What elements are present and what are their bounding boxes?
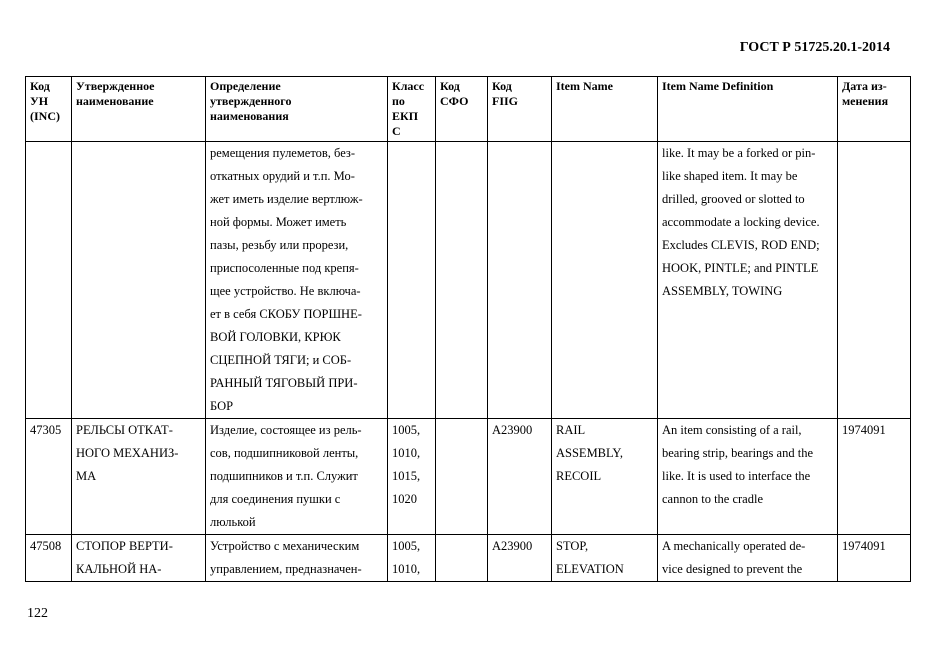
cell-name: СТОПОР ВЕРТИ- КАЛЬНОЙ НА- [72,535,206,582]
cell-ekps-class [388,142,436,419]
cell-ekps-class: 1005, 1010, [388,535,436,582]
column-header-name: Утвержденное наименование [72,77,206,142]
cell-fiig-code: A23900 [488,419,552,535]
column-header-item-name-definition: Item Name Definition [658,77,838,142]
column-header-definition: Определение утвержденного наименования [206,77,388,142]
cell-definition: ремещения пулеметов, без- откатных орудий и т.п. Мо- жет иметь изделие вертлюж- ной формы. Может иметь пазы, резьбу или прорези, приспосоленные под крепя- щее устройство. Не включа- ет в себя СКОБУ ПОРШНЕ- ВОЙ ГОЛОВКИ, КРЮК СЦЕПНОЙ ТЯГИ; и СОБ- РАННЫЙ ТЯГОВЫЙ ПРИ- БОР [206,142,388,419]
table-header-row [26,77,911,142]
column-header-ekps-class: Класс по ЕКП С [388,77,436,142]
cell-item-name-definition: like. It may be a forked or pin- like shaped item. It may be drilled, grooved or slotted to accommodate a locking device. Excludes CLEVIS, ROD END; HOOK, PINTLE; and PINTLE ASSEMBLY, TOWING [658,142,838,419]
cell-change-date: 1974091 [838,535,911,582]
cell-name [72,142,206,419]
cell-fiig-code [488,142,552,419]
cell-ekps-class: 1005, 1010, 1015, 1020 [388,419,436,535]
page-number: 122 [27,606,48,621]
cell-inc [26,142,72,419]
cell-fiig-code: A23900 [488,535,552,582]
cell-item-name: RAIL ASSEMBLY, RECOIL [552,419,658,535]
cell-item-name [552,142,658,419]
column-header-sfo-code: Код СФО [436,77,488,142]
cell-sfo-code [436,535,488,582]
table-row [26,419,911,535]
cell-definition: Изделие, состоящее из рель- сов, подшипниковой ленты, подшипников и т.п. Служит для соединения пушки с люлькой [206,419,388,535]
cell-name: РЕЛЬСЫ ОТКАТ- НОГО МЕХАНИЗ- МА [72,419,206,535]
catalog-table [25,76,911,582]
column-header-fiig-code: Код FIIG [488,77,552,142]
cell-sfo-code [436,419,488,535]
table-row [26,142,911,419]
cell-item-name-definition: An item consisting of a rail, bearing strip, bearings and the like. It is used to interface the cannon to the cradle [658,419,838,535]
cell-inc: 47305 [26,419,72,535]
column-header-item-name: Item Name [552,77,658,142]
cell-change-date [838,142,911,419]
cell-inc: 47508 [26,535,72,582]
cell-item-name-definition: A mechanically operated de- vice designed to prevent the [658,535,838,582]
table-row [26,535,911,582]
cell-item-name: STOP, ELEVATION [552,535,658,582]
cell-definition: Устройство с механическим управлением, предназначен- [206,535,388,582]
column-header-inc: Код УН (INC) [26,77,72,142]
cell-change-date: 1974091 [838,419,911,535]
column-header-change-date: Дата из- менения [838,77,911,142]
cell-sfo-code [436,142,488,419]
standard-code-header: ГОСТ Р 51725.20.1-2014 [739,40,890,55]
